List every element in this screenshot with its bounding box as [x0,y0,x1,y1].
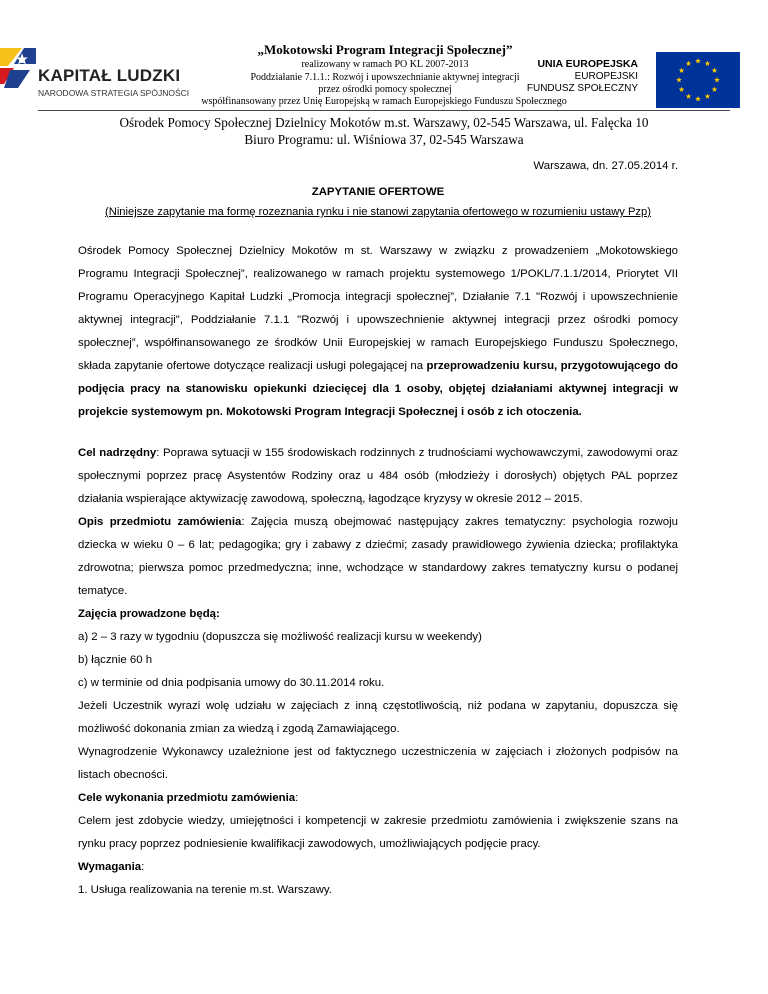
program-line-3: przez ośrodki pomocy społecznej [318,84,452,95]
program-line-2: Poddziałanie 7.1.1.: Rozwój i upowszechnianie aktywnej integracji [250,71,520,83]
document-title: ZAPYTANIE OFERTOWE [311,186,445,198]
classes-item-b: b) łącznie 60 h [78,654,153,666]
description-label: Opis przedmiotu zamówienia [78,516,242,528]
cofinanced-line: współfinansowany przez Unię Europejską w ramach Europejskiego Funduszu Społecznego [201,96,567,107]
frequency-paragraph: Jeżeli Uczestnik wyrazi wolę udziału w zajęciach z inną częstotliwością, niż podana w zapytaniu, dopuszcza się możliwość dokonania zmian za wiedzą i zgodą Zamawiającego. [78,700,678,735]
program-title: „Mokotowski Program Integracji Społecznej” [257,42,513,57]
document-date: Warszawa, dn. 27.05.2014 r. [533,160,678,172]
requirements-heading [78,856,678,879]
requirement-item-1: 1. Usługa realizowania na terenie m.st. Warszawy. [78,884,332,896]
document-subtitle: (Niniejsze zapytanie ma formę rozeznania rynku i nie stanowi zapytania ofertowego w rozumieniu ustawy Pzp) [105,206,651,218]
classes-item-c: c) w terminie od dnia podpisania umowy do 30.11.2014 roku. [78,677,385,689]
aims-label: Cele wykonania przedmiotu zamówienia [78,792,296,804]
description-paragraph [78,511,678,603]
intro-text: Ośrodek Pomocy Społecznej Dzielnicy Mokotów m st. Warszawy w związku z prowadzeniem „Mokotowskiego Programu Integracji Społecznej”, realizowanego w ramach projektu systemowego 1/POKL/7.1.1/2014, Priorytet VII Programu Operacyjnego Kapitał Ludzki „Promocja integracji społecznej”, Działanie 7.1 "Rozwój i upowszechnienie aktywnej integracji", Poddziałanie 7.1.1 "Rozwój i upowszechnienie aktywnej integracji przez ośrodki pomocy społecznej”, współfinansowanego ze środków Unii Europejskiej w ramach Europejskiego Funduszu Społecznego, składa zapytanie ofertowe dotyczące realizacji usługi polegającej na [78,245,678,372]
header-divider [38,110,730,111]
kapital-ludzki-subtitle: NARODOWA STRATEGIA SPÓJNOŚCI [38,88,190,98]
document-body [78,160,678,902]
classes-label-text: Zajęcia prowadzone będą: [78,608,220,620]
aims-colon: : [295,792,299,804]
kapital-ludzki-emblem-icon [0,44,40,102]
aims-heading [78,787,678,810]
classes-item-a: a) 2 – 3 razy w tygodniu (dopuszcza się możliwość realizacji kursu w weekendy) [78,631,482,643]
eu-fund-line-2: FUNDUSZ SPOŁECZNY [526,83,638,94]
eu-text-block [527,58,638,95]
aims-paragraph: Celem jest zdobycie wiedzy, umiejętności i kompetencji w zakresie przedmiotu zamówienia i zwiększenie szans na rynku pracy poprzez podniesienie kwalifikacji zawodowych, umożliwiających podjęcie pracy. [78,815,678,850]
intro-bold-text: przeprowadzeniu kursu, przygotowującego do podjęcia pracy na stanowisku opiekunki dziecięcej dla 1 osoby, objętej działaniami aktywnej integracji w projekcie systemowym pn. Mokotowski Program Integracji Społecznej i osób z ich otoczenia. [78,360,678,418]
kapital-ludzki-title: KAPITAŁ LUDZKI [38,66,181,85]
goal-label: Cel nadrzędny [78,447,157,459]
classes-label [78,603,678,626]
office-line-2: Biuro Programu: ul. Wiśniowa 37, 02-545 Warszawa [244,132,524,147]
program-line-1: realizowany w ramach PO KL 2007-2013 [301,59,469,70]
goal-paragraph [78,442,678,511]
requirements-label: Wymagania [78,861,142,873]
goal-text: : Poprawa sytuacji w 155 środowiskach rodzinnych z trudnościami wychowawczymi, zawodowymi oraz społecznymi poprzez pracę Asystentów Rodziny oraz u 484 osób (młodzieży i dorosłych) objętych PAL poprzez działania wspierające aktywizację zawodową, społeczną, łagodzące kryzysy w okresie 2012 – 2015. [78,447,678,505]
office-line-1: Ośrodek Pomocy Społecznej Dzielnicy Mokotów m.st. Warszawy, 02-545 Warszawa, ul. Falęcka 10 [119,115,649,130]
requirements-colon: : [141,861,145,873]
payment-paragraph: Wynagrodzenie Wykonawcy uzależnione jest od faktycznego uczestniczenia w zajęciach i złożonych podpisów na listach obecności. [78,746,678,781]
eu-title: UNIA EUROPEJSKA [537,58,638,70]
eu-fund-line-1: EUROPEJSKI [574,71,638,82]
intro-paragraph [78,240,678,424]
office-address [0,114,768,148]
description-text: : Zajęcia muszą obejmować następujący zakres tematyczny: psychologia rozwoju dziecka w wieku 0 – 6 lat; pedagogika; gry i zabawy z dziećmi; zasady prawidłowego żywienia dziecka; profilaktyka zdrowotna; pierwsza pomoc przedmedyczna; inne, wchodzące w standardowy zakres tematyczny kursu o podanej tematyce. [78,516,678,597]
